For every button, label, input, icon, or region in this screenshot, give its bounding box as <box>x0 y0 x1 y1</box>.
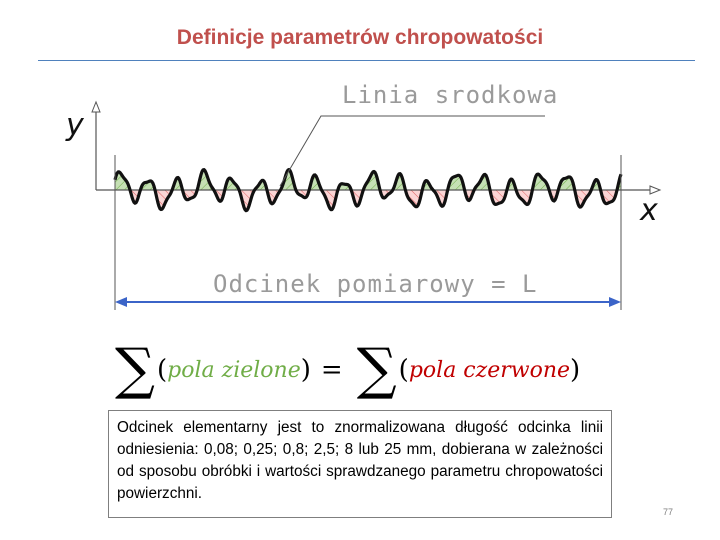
y-axis-label: y <box>66 108 84 143</box>
measure-arrowhead-left <box>115 297 127 307</box>
paren-open-right: ( <box>398 355 409 385</box>
red-areas-term: pola czerwone <box>408 357 571 383</box>
page-number: 77 <box>663 507 674 517</box>
measure-label: Odcinek pomiarowy = L <box>213 270 538 298</box>
equals-sign: = <box>320 355 343 385</box>
paren-close-right: ) <box>570 355 581 385</box>
measure-arrowhead-right <box>609 297 621 307</box>
sum-symbol-left: ∑ <box>115 337 155 402</box>
paren-open-left: ( <box>156 355 168 385</box>
paren-close-left: ) <box>300 355 311 385</box>
sum-symbol-right: ∑ <box>356 337 397 402</box>
area-balance-formula <box>115 337 581 402</box>
mean-line-leader <box>280 116 545 186</box>
definition-note: Odcinek elementarny jest to znormalizowana długość odcinka linii odniesienia: 0,08; 0,25; 0,8; 2,5; 8 lub 25 mm, dobierana w zależności od sposobu obróbki i wartości sprawdzanego parametru chropowatości powierzchni. <box>108 410 612 518</box>
slide-title: Definicje parametrów chropowatości <box>176 26 544 49</box>
green-areas-term: pola zielone <box>167 357 301 383</box>
x-axis-label: x <box>640 193 658 228</box>
mean-line-label: Linia srodkowa <box>342 81 559 109</box>
y-axis-arrow <box>92 102 100 112</box>
